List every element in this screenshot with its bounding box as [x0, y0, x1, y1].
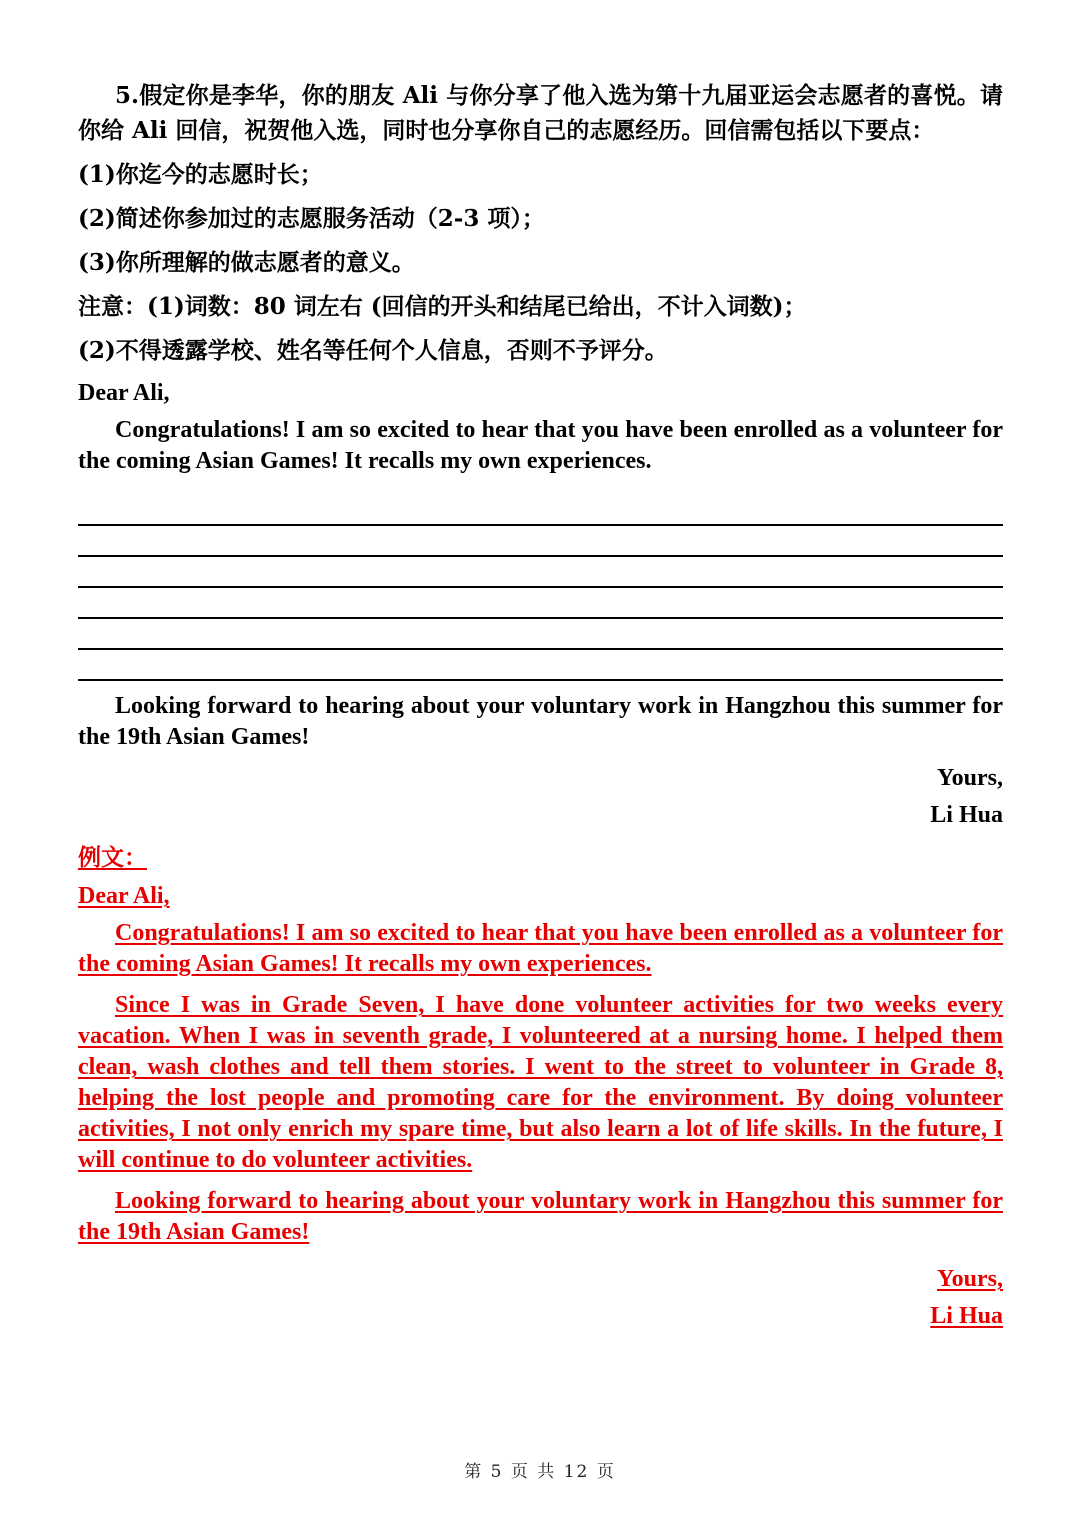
answer-line[interactable] — [78, 619, 1003, 650]
page-footer: 第 5 页 共 12 页 — [464, 1462, 616, 1482]
sample-signature-text: Li Hua — [930, 1303, 1003, 1329]
sample-signature — [78, 1301, 1003, 1332]
sample-label — [78, 841, 1003, 875]
question-note-1: 注意：(1)词数：80 词左右 (回信的开头和结尾已给出，不计入词数)； — [78, 293, 807, 320]
question-point-2: (2)简述你参加过的志愿服务活动（2-3 项）； — [78, 205, 545, 232]
answer-line[interactable] — [78, 526, 1003, 557]
letter-closing: Looking forward to hearing about your voluntary work in Hangzhou this summer for the 19th Asian Games! — [78, 693, 1003, 750]
answer-line[interactable] — [78, 588, 1003, 619]
letter-signoff: Yours, — [936, 765, 1003, 791]
sample-body — [78, 990, 1003, 1176]
sample-label-text: 例文： — [78, 844, 147, 871]
letter-signature: Li Hua — [930, 802, 1003, 828]
letter-opening: Congratulations! I am so excited to hear that you have been enrolled as a volunteer for the coming Asian Games! It recalls my own experiences. — [78, 417, 1003, 474]
sample-body-text: Since I was in Grade Seven, I have done volunteer activities for two weeks every vacation. When I was in seventh grade, I volunteered at a nursing home. I helped them clean, wash clothes and tell them stories. I went to the street to volunteer in Grade 8, helping the lost people and promoting care for the environment. By doing volunteer activities, I not only enrich my spare time, but also learn a lot of life skills. In the future, I will continue to do volunteer activities. — [78, 992, 1003, 1173]
answer-line[interactable] — [78, 557, 1003, 588]
question-intro: 5.假定你是李华，你的朋友 Ali 与你分享了他入选为第十九届亚运会志愿者的喜悦。请你给 Ali 回信，祝贺他入选，同时也分享你自己的志愿经历。回信需包括以下要点： — [78, 82, 1003, 144]
sample-salutation — [78, 881, 1003, 912]
sample-closing-text: Looking forward to hearing about your voluntary work in Hangzhou this summer for the 19th Asian Games! — [78, 1188, 1003, 1245]
sample-signoff-text: Yours, — [936, 1266, 1003, 1292]
letter-salutation: Dear Ali, — [78, 380, 170, 406]
question-point-3: (3)你所理解的做志愿者的意义。 — [78, 249, 415, 276]
answer-lines — [78, 495, 1003, 681]
sample-signoff — [78, 1264, 1003, 1295]
document-page — [78, 78, 1003, 1332]
sample-salutation-text: Dear Ali, — [78, 883, 170, 909]
sample-closing — [78, 1186, 1003, 1248]
sample-opening — [78, 918, 1003, 980]
question-point-1: (1)你迄今的志愿时长； — [78, 161, 323, 188]
answer-line[interactable] — [78, 650, 1003, 681]
sample-opening-text: Congratulations! I am so excited to hear that you have been enrolled as a volunteer for the coming Asian Games! It recalls my own experiences. — [78, 920, 1003, 977]
question-note-2: (2)不得透露学校、姓名等任何个人信息，否则不予评分。 — [78, 337, 668, 364]
answer-line[interactable] — [78, 495, 1003, 526]
